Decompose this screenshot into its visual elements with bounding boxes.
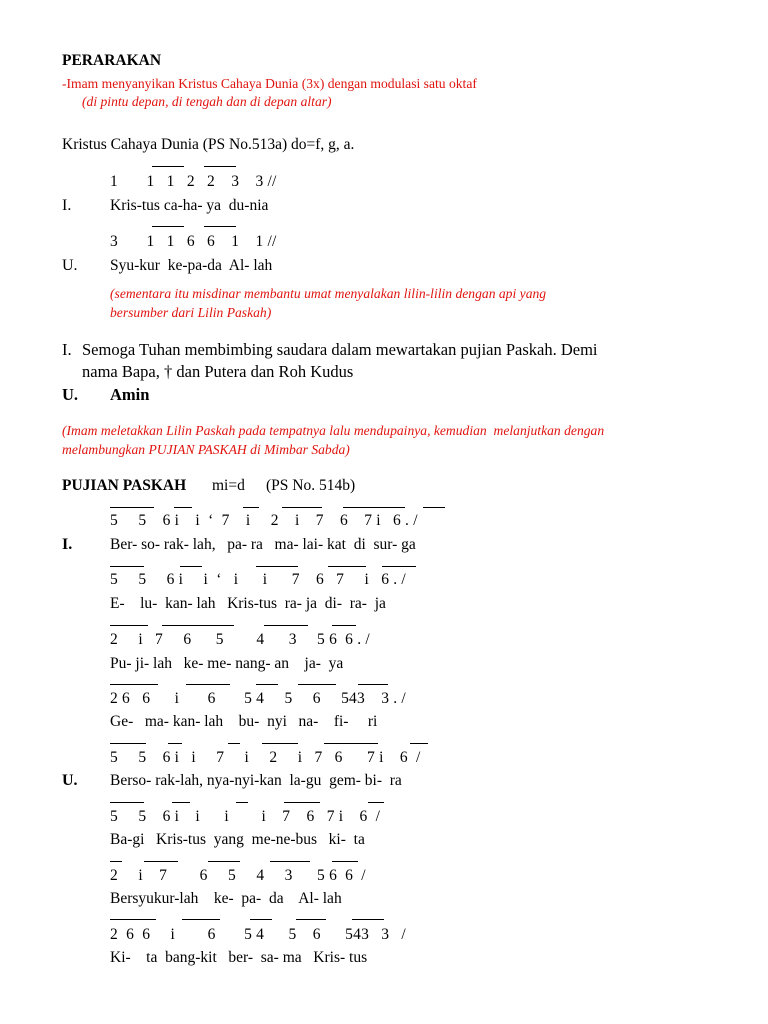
slur-bar <box>174 507 192 508</box>
slur-bar <box>328 566 366 567</box>
slur-bar <box>332 861 358 862</box>
slur-bar <box>324 743 378 744</box>
lyric-line: Ber- so- rak- lah, pa- ra ma- lai- kat di sur- ga <box>110 536 416 553</box>
slur-bar <box>168 743 182 744</box>
section-title-pujian: PUJIAN PASKAH <box>62 477 187 494</box>
slur-bar <box>243 507 259 508</box>
lyric-line: Ba-gi Kris-tus yang me-ne-bus ki- ta <box>110 831 365 848</box>
lyric-line: Ge- ma- kan- lah bu- nyi na- fi- ri <box>110 713 378 730</box>
slur-bar <box>152 226 184 227</box>
song-reference: (PS No. 514b) <box>266 477 356 494</box>
role-label: U. <box>62 772 78 789</box>
notation-line: 2 i 7 6 5 4 3 5 6 6 / <box>110 867 366 884</box>
slur-bar <box>186 684 230 685</box>
rubric-note: (sementara itu misdinar membantu umat menyalakan lilin-lilin dengan api yang <box>110 286 547 301</box>
blessing-text: Semoga Tuhan membimbing saudara dalam mewartakan pujian Paskah. Demi <box>82 340 598 359</box>
role-label: I. <box>62 197 72 214</box>
role-label: I. <box>62 536 73 553</box>
lyric-line: Syu-kur ke-pa-da Al- lah <box>110 257 273 274</box>
notation-line: 2 6 6 i 6 5 4 5 6 543 3 . / <box>110 690 406 707</box>
blessing-text: nama Bapa, † dan Putera dan Roh Kudus <box>82 362 354 381</box>
lyric-line: Kris-tus ca-ha- ya du-nia <box>110 197 269 214</box>
role-label: U. <box>62 257 78 274</box>
notation-line: 3 1 1 6 6 1 1 // <box>110 233 277 250</box>
notation-line: 5 5 6 i i i i 7 6 7 i 6 / <box>110 808 381 825</box>
slur-bar <box>204 226 236 227</box>
slur-bar <box>343 507 405 508</box>
song-key: mi=d <box>212 477 245 494</box>
slur-bar <box>256 566 298 567</box>
notation-line: 5 5 6 i i ‘ 7 i 2 i 7 6 7 i 6 . / <box>110 512 418 529</box>
slur-bar <box>110 625 148 626</box>
slur-bar <box>110 919 156 920</box>
slur-bar <box>144 861 178 862</box>
slur-bar <box>270 861 310 862</box>
lyric-line: Bersyukur-lah ke- pa- da Al- lah <box>110 890 342 907</box>
slur-bar <box>180 566 202 567</box>
notation-line: 1 1 1 2 2 3 3 // <box>110 173 277 190</box>
slur-bar <box>208 861 240 862</box>
slur-bar <box>298 684 336 685</box>
slur-bar <box>110 743 146 744</box>
slur-bar <box>284 802 320 803</box>
slur-bar <box>162 625 234 626</box>
slur-bar <box>110 507 154 508</box>
slur-bar <box>332 625 356 626</box>
slur-bar <box>410 743 428 744</box>
slur-bar <box>423 507 445 508</box>
role-label: I. <box>62 340 72 359</box>
section-title-perarakan: PERARAKAN <box>62 52 162 69</box>
slur-bar <box>152 166 184 167</box>
slur-bar <box>110 566 144 567</box>
slur-bar <box>250 919 272 920</box>
slur-bar <box>282 507 322 508</box>
slur-bar <box>382 566 416 567</box>
role-label: U. <box>62 385 79 404</box>
slur-bar <box>262 743 298 744</box>
rubric-note: (di pintu depan, di tengah dan di depan altar) <box>82 94 332 109</box>
slur-bar <box>110 684 158 685</box>
slur-bar <box>264 625 308 626</box>
slur-bar <box>256 684 278 685</box>
lyric-line: Berso- rak-lah, nya-nyi-kan la-gu gem- bi- ra <box>110 772 402 789</box>
lyric-line: Ki- ta bang-kit ber- sa- ma Kris- tus <box>110 949 368 966</box>
rubric-note: melambungkan PUJIAN PASKAH di Mimbar Sabda) <box>62 442 350 457</box>
rubric-note: -Imam menyanyikan Kristus Cahaya Dunia (3x) dengan modulasi satu oktaf <box>62 76 477 91</box>
slur-bar <box>182 919 220 920</box>
slur-bar <box>110 861 122 862</box>
notation-line: 2 i 7 6 5 4 3 5 6 6 . / <box>110 631 370 648</box>
slur-bar <box>368 802 384 803</box>
slur-bar <box>236 802 248 803</box>
notation-line: 2 6 6 i 6 5 4 5 6 543 3 / <box>110 926 406 943</box>
lyric-line: Pu- ji- lah ke- me- nang- an ja- ya <box>110 655 344 672</box>
rubric-note: (Imam meletakkan Lilin Paskah pada tempatnya lalu mendupainya, kemudian melanjutkan dengan <box>62 423 605 438</box>
rubric-note: bersumber dari Lilin Paskah) <box>110 305 272 320</box>
slur-bar <box>228 743 240 744</box>
notation-line: 5 5 6 i i 7 i 2 i 7 6 7 i 6 / <box>110 749 421 766</box>
slur-bar <box>296 919 326 920</box>
lyric-line: E- lu- kan- lah Kris-tus ra- ja di- ra- ja <box>110 595 386 612</box>
slur-bar <box>172 802 190 803</box>
slur-bar <box>358 684 388 685</box>
song-title: Kristus Cahaya Dunia (PS No.513a) do=f, g, a. <box>62 136 355 153</box>
notation-line: 5 5 6 i i ‘ i i 7 6 7 i 6 . / <box>110 571 406 588</box>
slur-bar <box>352 919 384 920</box>
slur-bar <box>110 802 144 803</box>
response-amin: Amin <box>110 385 150 404</box>
slur-bar <box>204 166 236 167</box>
